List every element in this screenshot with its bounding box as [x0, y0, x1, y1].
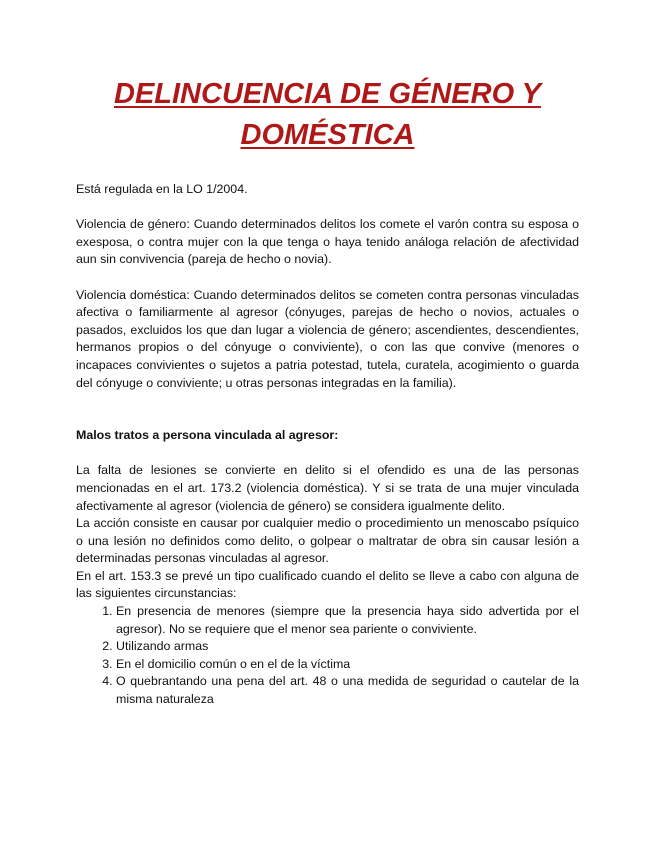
domestic-violence-definition: Violencia doméstica: Cuando determinados delitos se cometen contra personas vinculadas afectiva o familiarmente al agresor (cónyuges, parejas de hecho o novios, actuales o pasados, excluidos los que dan lugar a violencia de género; ascendientes, descendientes, hermanos propios o del cónyuge o conviviente), o con las que convive (menores o incapaces convivientes o sujetos a patria potestad, tutela, curatela, acogimiento o guarda del cónyuge o conviviente; u otras personas integradas en la familia). [76, 287, 579, 390]
section-heading: Malos tratos a persona vinculada al agresor: [76, 428, 339, 443]
list-item: 3. En el domicilio común o en el de la víctima [116, 656, 579, 674]
section-paragraph: La acción consiste en causar por cualquier medio o procedimiento un menoscabo psíquico o una lesión no definidos como delito, o golpear o maltratar de obra sin causar lesión a determinadas personas vinculadas al agresor. [76, 516, 579, 566]
section-paragraph: La falta de lesiones se convierte en delito si el ofendido es una de las personas mencionadas en el art. 173.2 (violencia doméstica). Y si se trata de una mujer vinculada afectivamente al agresor (violencia de género) se considera igualmente delito. [76, 463, 579, 513]
title-line-2: DOMÉSTICA [240, 119, 415, 151]
title-line-1: DELINCUENCIA DE GÉNERO Y [114, 78, 541, 110]
regulation-paragraph: Está regulada en la LO 1/2004. [76, 182, 248, 196]
list-item: 2. Utilizando armas [116, 638, 579, 656]
list-item: 1. En presencia de menores (siempre que la presencia haya sido advertida por el agresor). No se requiere que el menor sea pariente o conviviente. [116, 603, 579, 638]
circumstances-list [76, 603, 579, 709]
section-paragraph: En el art. 153.3 se prevé un tipo cualificado cuando el delito se lleve a cabo con alguna de las siguientes circunstancias: [76, 568, 579, 601]
gender-violence-definition: Violencia de género: Cuando determinados delitos los comete el varón contra su esposa o exesposa, o contra mujer con la que tenga o haya tenido análoga relación de afectividad aun sin convivencia (pareja de hecho o novia). [76, 217, 579, 267]
page-title [76, 74, 579, 156]
list-item: 4. O quebrantando una pena del art. 48 o una medida de seguridad o cautelar de la misma naturaleza [116, 673, 579, 708]
